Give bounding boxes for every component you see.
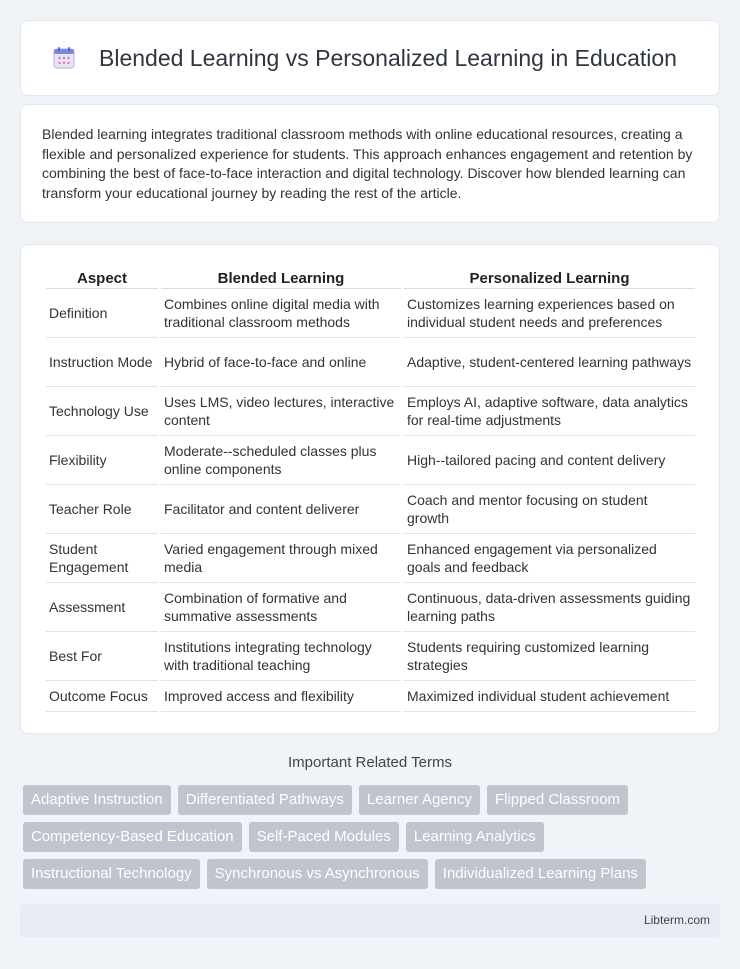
related-term-tag[interactable]: Differentiated Pathways bbox=[178, 785, 352, 815]
header-blended-learning: Blended Learning bbox=[161, 265, 401, 289]
personalized-cell: Continuous, data-driven assessments guiding learning paths bbox=[404, 583, 695, 632]
aspect-cell: Assessment bbox=[46, 583, 158, 632]
page-title: Blended Learning vs Personalized Learning in Education bbox=[99, 44, 677, 71]
related-term-tag[interactable]: Self-Paced Modules bbox=[249, 822, 399, 852]
related-term-tag[interactable]: Learner Agency bbox=[359, 785, 480, 815]
table-header-row bbox=[46, 265, 695, 289]
personalized-cell: Coach and mentor focusing on student growth bbox=[404, 485, 695, 534]
blended-cell: Moderate--scheduled classes plus online components bbox=[161, 436, 401, 485]
table-row bbox=[46, 436, 695, 485]
blended-cell: Varied engagement through mixed media bbox=[161, 534, 401, 583]
personalized-cell: High--tailored pacing and content delivery bbox=[404, 436, 695, 485]
related-term-tag[interactable]: Competency-Based Education bbox=[23, 822, 242, 852]
intro-text: Blended learning integrates traditional classroom methods with online educational resources, creating a flexible and personalized experience for students. This approach enhances engagement and retention by combining the best of face-to-face interaction and digital technology. Discover how blended learning can transform your educational journey by reading the rest of the article. bbox=[42, 126, 693, 201]
related-term-tag[interactable]: Learning Analytics bbox=[406, 822, 544, 852]
aspect-cell: Teacher Role bbox=[46, 485, 158, 534]
personalized-cell: Customizes learning experiences based on individual student needs and preferences bbox=[404, 289, 695, 338]
table-row bbox=[46, 681, 695, 712]
comparison-table-card bbox=[20, 244, 720, 734]
blended-cell: Institutions integrating technology with traditional teaching bbox=[161, 632, 401, 681]
blended-cell: Facilitator and content deliverer bbox=[161, 485, 401, 534]
calendar-icon bbox=[51, 45, 77, 71]
aspect-cell: Definition bbox=[46, 289, 158, 338]
personalized-cell: Students requiring customized learning strategies bbox=[404, 632, 695, 681]
aspect-cell: Flexibility bbox=[46, 436, 158, 485]
blended-cell: Improved access and flexibility bbox=[161, 681, 401, 712]
table-row bbox=[46, 583, 695, 632]
intro-card bbox=[20, 104, 720, 223]
table-row bbox=[46, 338, 695, 387]
comparison-table bbox=[43, 265, 698, 712]
personalized-cell: Enhanced engagement via personalized goals and feedback bbox=[404, 534, 695, 583]
blended-cell: Uses LMS, video lectures, interactive content bbox=[161, 387, 401, 436]
header-personalized-learning: Personalized Learning bbox=[404, 265, 695, 289]
table-row bbox=[46, 387, 695, 436]
related-term-tag[interactable]: Instructional Technology bbox=[23, 859, 200, 889]
related-terms-heading: Important Related Terms bbox=[288, 754, 452, 771]
related-term-tag[interactable]: Flipped Classroom bbox=[487, 785, 628, 815]
header-aspect: Aspect bbox=[46, 265, 158, 289]
related-terms-list bbox=[23, 785, 723, 896]
blended-cell: Hybrid of face-to-face and online bbox=[161, 338, 401, 387]
aspect-cell: Instruction Mode bbox=[46, 338, 158, 387]
related-term-tag[interactable]: Individualized Learning Plans bbox=[435, 859, 646, 889]
personalized-cell: Adaptive, student-centered learning pathways bbox=[404, 338, 695, 387]
related-term-tag[interactable]: Synchronous vs Asynchronous bbox=[207, 859, 428, 889]
table-row bbox=[46, 289, 695, 338]
title-card bbox=[20, 20, 720, 96]
personalized-cell: Employs AI, adaptive software, data analytics for real-time adjustments bbox=[404, 387, 695, 436]
personalized-cell: Maximized individual student achievement bbox=[404, 681, 695, 712]
footer-site-link[interactable]: Libterm.com bbox=[643, 913, 710, 927]
footer bbox=[20, 904, 720, 937]
related-term-tag[interactable]: Adaptive Instruction bbox=[23, 785, 171, 815]
aspect-cell: Technology Use bbox=[46, 387, 158, 436]
table-row bbox=[46, 632, 695, 681]
blended-cell: Combination of formative and summative assessments bbox=[161, 583, 401, 632]
aspect-cell: Best For bbox=[46, 632, 158, 681]
table-row bbox=[46, 485, 695, 534]
table-row bbox=[46, 534, 695, 583]
blended-cell: Combines online digital media with traditional classroom methods bbox=[161, 289, 401, 338]
aspect-cell: Student Engagement bbox=[46, 534, 158, 583]
aspect-cell: Outcome Focus bbox=[46, 681, 158, 712]
